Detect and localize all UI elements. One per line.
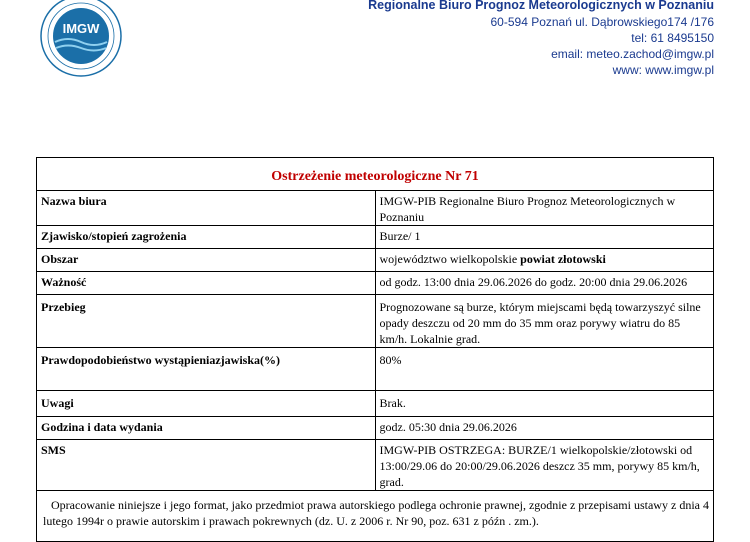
row-value-issued: godz. 05:30 dnia 29.06.2026 (375, 417, 714, 440)
row-value-validity: od godz. 13:00 dnia 29.06.2026 do godz. 20:00 dnia 29.06.2026 (375, 272, 714, 295)
copyright-row (37, 491, 714, 542)
row-label-phenomenon: Zjawisko/stopień zagrożenia (37, 226, 376, 249)
office-name: Regionalne Biuro Prognoz Meteorologicznych w Poznaniu (368, 0, 714, 12)
table-row (37, 295, 714, 348)
row-value-probability: 80% (375, 348, 714, 391)
row-label-office: Nazwa biura (37, 191, 376, 226)
copyright-note: Opracowanie niniejsze i jego format, jako przedmiot prawa autorskiego podlega ochronie prawnej, zgodnie z przepisami ustawy z dnia 4 lutego 1994r o prawie autorskim i prawach pokrewnych (dz. U. z 2006 r. Nr 90, poz. 631 z późn . zm.). (37, 491, 714, 542)
row-label-issued: Godzina i data wydania (37, 417, 376, 440)
logo-text: IMGW (62, 21, 100, 36)
row-label-validity: Ważność (37, 272, 376, 295)
row-value-office: IMGW-PIB Regionalne Biuro Prognoz Meteorologicznych w Poznaniu (375, 191, 714, 226)
table-row (37, 272, 714, 295)
imgw-logo (36, 0, 126, 80)
row-label-area: Obszar (37, 249, 376, 272)
table-row (37, 348, 714, 391)
warning-title: Ostrzeżenie meteorologiczne Nr 71 (37, 158, 714, 191)
table-row (37, 391, 714, 417)
row-label-remarks: Uwagi (37, 391, 376, 417)
office-email[interactable]: email: meteo.zachod@imgw.pl (551, 47, 714, 61)
office-phone: tel: 61 8495150 (631, 31, 714, 45)
table-row (37, 249, 714, 272)
row-value-course: Prognozowane są burze, którym miejscami będą towarzyszyć silne opady deszczu od 20 mm do 35 mm oraz porywy wiatru do 85 km/h. Lokalnie grad. (375, 295, 714, 348)
table-row (37, 440, 714, 491)
table-row (37, 226, 714, 249)
warning-title-row (37, 158, 714, 191)
row-value-remarks: Brak. (375, 391, 714, 417)
office-www[interactable]: www: www.imgw.pl (612, 63, 714, 77)
row-label-course: Przebieg (37, 295, 376, 348)
warning-table (36, 157, 714, 542)
table-row (37, 191, 714, 226)
table-row (37, 417, 714, 440)
row-value-phenomenon: Burze/ 1 (375, 226, 714, 249)
row-label-sms: SMS (37, 440, 376, 491)
office-address: 60-594 Poznań ul. Dąbrowskiego174 /176 (490, 15, 714, 29)
row-value-area (375, 249, 714, 272)
office-header (368, 0, 714, 78)
row-value-sms: IMGW-PIB OSTRZEGA: BURZE/1 wielkopolskie/złotowski od 13:00/29.06 do 20:00/29.06.2026 deszcz 35 mm, porywy 85 km/h, grad. (375, 440, 714, 491)
row-label-probability: Prawdopodobieństwo wystąpieniazjawiska(%) (37, 348, 376, 391)
area-county: powiat złotowski (520, 252, 606, 266)
area-voivodeship: województwo wielkopolskie (379, 252, 521, 266)
